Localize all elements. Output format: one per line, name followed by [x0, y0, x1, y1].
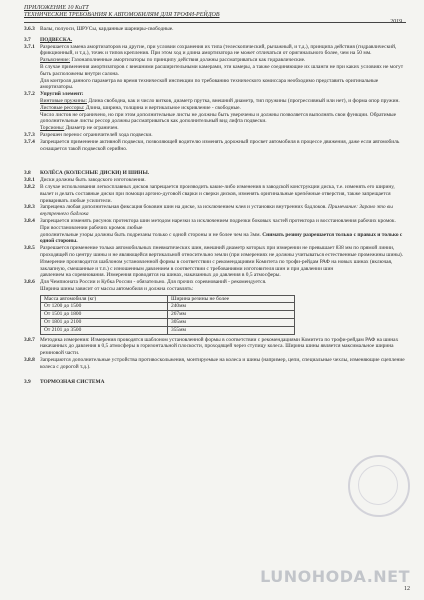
table-cell: 240мм: [168, 303, 295, 311]
table-header-mass: Масса автомобиля (кг): [41, 295, 168, 303]
page-header: [24, 5, 404, 20]
table-row: [41, 303, 295, 311]
clause-3-8-5-cont: давлением на соревнования. Измерения проводятся на шинах, накачанных до давления в 0,5 атмосферы.: [40, 272, 281, 279]
site-watermark: LUNOHODA.NET: [260, 567, 410, 586]
table-cell: 267мм: [168, 311, 295, 319]
clause-3-6-3: 3.6.3 Валы, полуоси, ШРУСы, карданные шарниры-свободные.: [24, 26, 174, 32]
clause-3-8-1: 3.8.1 Диски должны быть заводского изготовления.: [24, 177, 146, 184]
header-line-1: ПРИЛОЖЕНИЕ 10 КиТТ: [24, 5, 89, 11]
clause-3-8-6: 3.8.6 Для Чемпионата России и Кубка России - обязательно. Для прочих соревнований - рекомендуется.: [24, 279, 267, 286]
clause-3-8-5: 3.8.5 Разрешается применение только автомобильных пневматических шин, внешний диаметр которых при измерении не превышает 838 мм по прямой линии, проходящей по центру шины и не являющейся вертикальной относительно земли (при измерениях не должны учитываться естественные промежины шины). Измерение производится шаблоном установленной формы в соответствии с рекомендациями Комитета по трофи-рейдам РАФ на новых шинах (включая, заклапную, смешанные и т.п.) с изношенным давлением в соответствии с требованиями изготовителя шин и при давлении шин: [24, 245, 403, 272]
springs-paragraph: Винтовые пружины: Длина свободна, как и число витков, диаметр прутка, внешний диаметр, тип пружины (прогрессивный или нет), и форма опор пружин.: [40, 97, 400, 104]
table-cell: От 1501 до 1800: [41, 311, 168, 319]
table-cell: 355мм: [168, 326, 295, 334]
clause-3-8-7: 3.8.7 Методика измерения: Измерения проводятся шаблоном установленной формы в соответствии с рекомендациями Комитета по трофи-рейдам РАФ на шинах накачанных до давления в 0,5 атмосферы в горизонтальной плоскости, проходящей через ступицу колеса. Ширина шины является максимальное ширина резиновой части.: [24, 336, 399, 357]
section-3-8-heading: 3.8 КОЛЁСА (КОЛЕСНЫЕ ДИСКИ) И ШИНЫ.: [24, 170, 150, 177]
table-cell: От 2101 до 3500: [41, 326, 168, 334]
clause-3-8-2: 3.8.2 В случае использования легкосплавных дисков запрещается производить какие-либо изменения в заводской конструкции диска, т.е. изменять его ширину, вылет и делать составные диски при помощи аргоно-дуговой сварки и сверки дисков, изменять оригинальные крепёжные отверстия, также запрещается приваривать любые усилители.: [24, 183, 395, 204]
header-divider: [24, 22, 406, 23]
table-row: [41, 319, 295, 327]
clause-3-8-6-cont: Ширина шины зависит от массы автомобиля и должна составлять:: [40, 285, 194, 292]
clause-3-8-4: 3.8.4 Запрещается изменять рисунок протектора шин методом нарезки за исключением подрезки боковых частей протектора и восстановления рабочих кромок. При восстановлении рабочих кромок любые: [24, 217, 396, 231]
clause-3-7-3: 3.7.3 Разрешен перенос ограничителей хода подвески.: [24, 131, 153, 138]
leaf-springs-details: Число листов не ограничено, но при этом дополнительные листы не должны быть уверочены и должны позволяется выполнять свои функции. Обратимые дополнительные листы рессор должны рассматриваться как дополнительный вид лифта подвески.: [40, 111, 397, 125]
clause-3-8-4-cont: дополнительные узоры должны быть подрезаны только с одной стороны и не более чем на 3мм. Снимать резину разрешается только с правых и только с одной стороны.: [40, 231, 403, 245]
table-row: [41, 326, 295, 334]
tire-width-table: [40, 295, 295, 335]
table-header-row: [41, 295, 295, 303]
table-row: [41, 311, 295, 319]
section-3-7-heading: 3.7 ПОДВЕСКА.: [24, 36, 73, 43]
header-line-2: ТЕХНИЧЕСКИЕ ТРЕБОВАНИЯ К АВТОМОБИЛЯМ ДЛЯ ТРОФИ-РЕЙДОВ: [24, 12, 220, 19]
section-3-9-heading: 3.9 ТОРМОЗНАЯ СИСТЕМА: [24, 378, 105, 385]
clause-3-7-1-control: Для контроля данного параметра во время технической инспекции по требованию технического комиссара необходимо представить оригинальные амортизаторы.: [40, 77, 379, 91]
clause-3-7-4: 3.7.4 Запрещается применение активной подвески, позволяющей водителю изменять дорожный просвет автомобиля в процессе движения, даже если автомобиль оснащается такой подвеской серийно.: [24, 138, 400, 152]
clause-3-8-3-note: Примечание: Зарано это вы внутреннего бадлока: [40, 204, 393, 218]
page-number: 12: [404, 586, 410, 592]
document-body: [24, 26, 406, 385]
clause-3-7-2: 3.7.2 Упругий элемент:: [24, 91, 84, 98]
clause-3-8-8: 3.8.8 Запрещаются дополнительные устройства противоскольжения, монтируемые на колеса и шины (например, цепи, специальные чехлы, изменяющие сцепление колеса с дорогой т.д.).: [24, 357, 405, 370]
clause-3-7-1-chambers: В случае применения амортизаторов с внешними расширительными камерами, эти камеры, а также соединяющие их шланги не при каких условиях не могут быть расположены внутри салона.: [40, 63, 404, 77]
table-cell: От 1200 до 1500: [41, 303, 168, 311]
table-cell: От 1801 до 2100: [41, 319, 168, 327]
seal-stamp: [348, 455, 410, 517]
table-header-width: Ширина резины не более: [168, 295, 295, 303]
torsion-paragraph: Торсионы: Диаметр не ограничен.: [40, 125, 119, 132]
clause-3-8-3: 3.8.3 Запрещена любая дополнительная фиксация боковин шин на диске, за исключением клея и установки внутренних бадлоков. Примечание: Зарано это вы внутреннего бадлока: [24, 204, 393, 218]
table-cell: 305мм: [168, 319, 295, 327]
leaf-springs-paragraph: Листовые рессоры: Длина, ширина, толщина и вертикальное искривление - свободные.: [40, 104, 241, 111]
clause-3-7-1: 3.7.1 Разрешается замена амортизаторов на другие, при условии сохранения их типа (телескопический, рычажный, и т.д.), принципа действия (гидравлический, фрикционный, и т.д.), точек и типов крепления. При этом ход и длина амортизатора не может отличаться от оригинального более, чем на 50 мм.: [24, 43, 397, 57]
clause-3-7-1-explanation: Разъяснение: Газонаполненные амортизаторы по принципу действия должны рассматриваться как гидравлические.: [40, 57, 306, 64]
